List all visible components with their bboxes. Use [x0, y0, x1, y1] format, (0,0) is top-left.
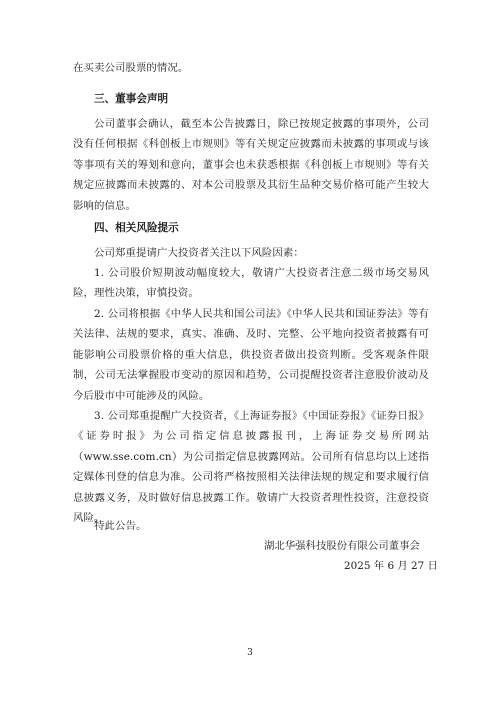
- risk-intro: 公司郑重提请广大投资者关注以下风险因素：: [94, 247, 304, 259]
- risk-item-1: 1. 公司股价短期波动幅度较大，敬请广大投资者注意二级市场交易风险，理性决策，审慎投资。: [73, 267, 429, 300]
- signature-company: 湖北华强科技股份有限公司董事会: [264, 540, 420, 552]
- risk-item-3: 3. 公司郑重提醒广大投资者，《上海证券报》《中国证券报》《证券日报》《证券时报》为公司指定信息披露报刊，上海证券交易所网站（www.sse.com.cn）为公司指定信息披露网站。公司所有信息均以上述指定媒体刊登的信息为准。公司将严格按照相关法律法规的规定和要求履行信息披露义务，及时做好信息披露工作。敬请广大投资者理性投资，注意投资风险。: [73, 410, 429, 525]
- section-3-body: 公司董事会确认，截至本公告披露日，除已按规定披露的事项外，公司没有任何根据《科创板上市规则》等有关规定应披露而未披露的事项或与该等事项有关的筹划和意向，董事会也未获悉根据《科创板上市规则》等有关规定应披露而未披露的、对本公司股票及其衍生品种交易价格可能产生较大影响的信息。: [73, 118, 429, 212]
- section-3-heading: 三、董事会声明: [94, 93, 169, 105]
- closing-text: 特此公告。: [94, 520, 147, 532]
- continuation-text: 在买卖公司股票的情况。: [73, 62, 189, 74]
- section-4-heading: 四、相关风险提示: [94, 222, 179, 234]
- risk-item-2: 2. 公司将根据《中华人民共和国公司法》《中华人民共和国证券法》等有关法律、法规的要求，真实、准确、及时、完整、公平地向投资者披露有可能影响公司股票价格的重大信息，供投资者做出投资判断。受客观条件限制，公司无法掌握股市变动的原因和趋势，公司提醒投资者注意股价波动及今后股市中可能涉及的风险。: [73, 308, 429, 402]
- page-number: 3: [247, 648, 253, 658]
- signature-date: 2025 年 6 月 27 日: [344, 560, 438, 572]
